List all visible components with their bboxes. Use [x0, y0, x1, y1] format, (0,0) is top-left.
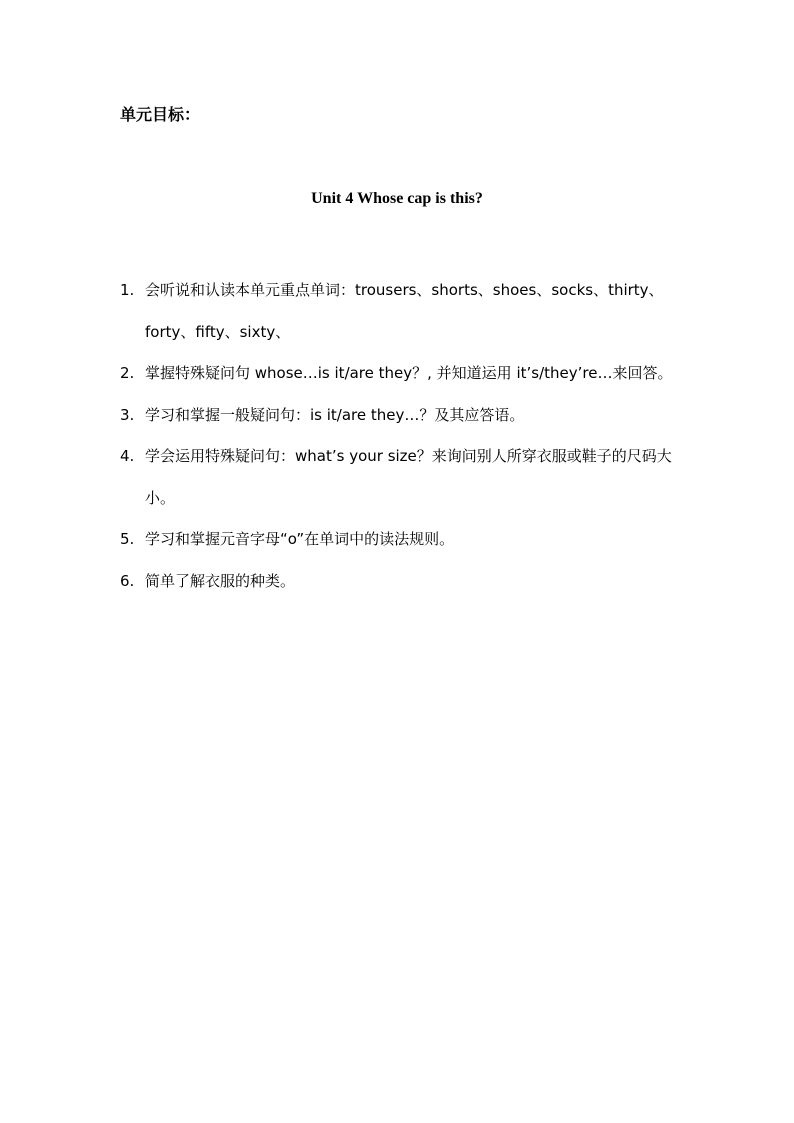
objective-text: 学会运用特殊疑问句：what’s your size？来询问别人所穿衣服或鞋子的尺码大小。: [145, 447, 672, 507]
objective-item: [120, 270, 694, 353]
objective-number: 2.: [120, 364, 135, 382]
objective-item: [120, 436, 694, 519]
objective-item: [120, 353, 694, 395]
objective-text: 学习和掌握元音字母“o”在单词中的读法规则。: [145, 530, 455, 548]
objective-text: 会听说和认读本单元重点单词：trousers、shorts、shoes、socks、thirty、forty、fifty、sixty、: [145, 281, 664, 341]
objective-item: [120, 395, 694, 437]
objective-text: 掌握特殊疑问句 whose…is it/are they？, 并知道运用 it’s/they’re…来回答。: [145, 364, 673, 382]
objective-number: 5.: [120, 530, 135, 548]
objective-item: [120, 519, 694, 561]
objective-number: 4.: [120, 447, 135, 465]
objective-number: 6.: [120, 571, 135, 590]
objective-text: 学习和掌握一般疑问句：is it/are they…？及其应答语。: [145, 405, 525, 424]
unit-title: Unit 4 Whose cap is this?: [311, 190, 483, 207]
objective-item: [120, 561, 694, 603]
objective-text: 简单了解衣服的种类。: [145, 571, 296, 590]
section-heading: 单元目标：: [120, 105, 201, 124]
objectives-list: [120, 270, 694, 602]
objective-number: 1.: [120, 281, 135, 299]
objective-number: 3.: [120, 405, 135, 424]
